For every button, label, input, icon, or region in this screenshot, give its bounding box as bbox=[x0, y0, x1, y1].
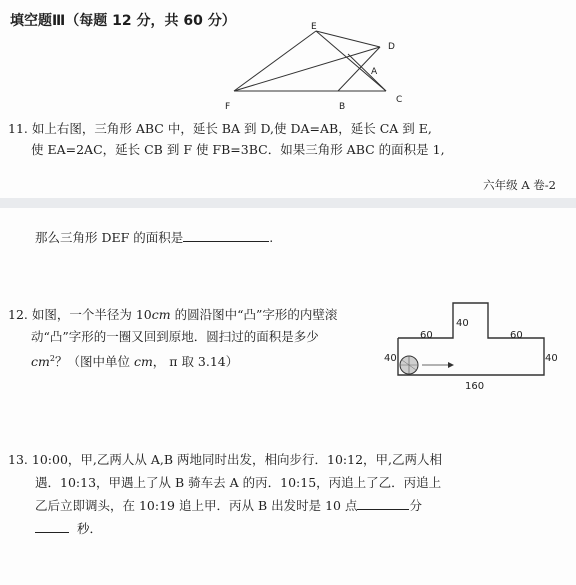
page-footer: 六年级 A 卷-2 bbox=[483, 178, 556, 192]
page-top bbox=[0, 0, 576, 198]
page-bottom bbox=[0, 208, 576, 585]
q13-line4: 秒． bbox=[35, 518, 102, 540]
q11-triangle-figure bbox=[0, 0, 576, 120]
section-title: 填空题Ⅲ（每题 12 分，共 60 分） bbox=[10, 13, 236, 29]
q13-minute-blank[interactable] bbox=[357, 495, 409, 510]
q11-line2: 使 EA=2AC，延长 CB 到 F 使 FB=3BC．如果三角形 ABC 的面积是 1, bbox=[31, 142, 445, 157]
dim-bottom: 160 bbox=[465, 381, 485, 392]
q12-line3: $cm^2$？（图中单位 cm， π 取 3.14） bbox=[31, 354, 239, 370]
q13-line1: 13. 10:00，甲,乙两人从 A,B 两地同时出发，相向步行．10:12，甲,乙两人相 bbox=[8, 452, 443, 467]
label-d: D bbox=[388, 42, 395, 52]
dim-right-seg: 60 bbox=[510, 330, 523, 341]
q13-line3: 乙后立即调头，在 10:19 追上甲．丙从 B 出发时是 10 点 分 bbox=[35, 495, 422, 517]
q12-number: 12. bbox=[8, 307, 28, 322]
q13-second-blank[interactable] bbox=[35, 518, 69, 533]
label-f: F bbox=[225, 102, 231, 112]
dim-right-h: 40 bbox=[545, 353, 558, 364]
q11-line1: 11. 如上右图，三角形 ABC 中，延长 BA 到 D,使 DA=AB，延长 CA 到 E, bbox=[8, 121, 432, 136]
label-c: C bbox=[396, 95, 403, 105]
q13-number: 13. bbox=[8, 452, 28, 467]
label-b: B bbox=[339, 102, 346, 112]
dim-left-seg: 60 bbox=[420, 330, 433, 341]
dim-left-h: 40 bbox=[384, 353, 397, 364]
q11-number: 11. bbox=[8, 121, 28, 136]
label-a: A bbox=[371, 67, 378, 77]
q12-line1: 12. 如图，一个半径为 10cm 的圆沿图中“凸”字形的内壁滚 bbox=[8, 307, 338, 322]
q13-line2: 遇．10:13，甲遇上了从 B 骑车去 A 的丙．10:15，丙追上了乙．丙追上 bbox=[35, 475, 442, 490]
label-e: E bbox=[311, 22, 317, 32]
dim-top: 40 bbox=[456, 318, 469, 329]
q12-line2: 动“凸”字形的一圈又回到原地．圆扫过的面积是多少 bbox=[31, 329, 319, 344]
q11-line3: 那么三角形 DEF 的面积是 . bbox=[35, 227, 273, 249]
